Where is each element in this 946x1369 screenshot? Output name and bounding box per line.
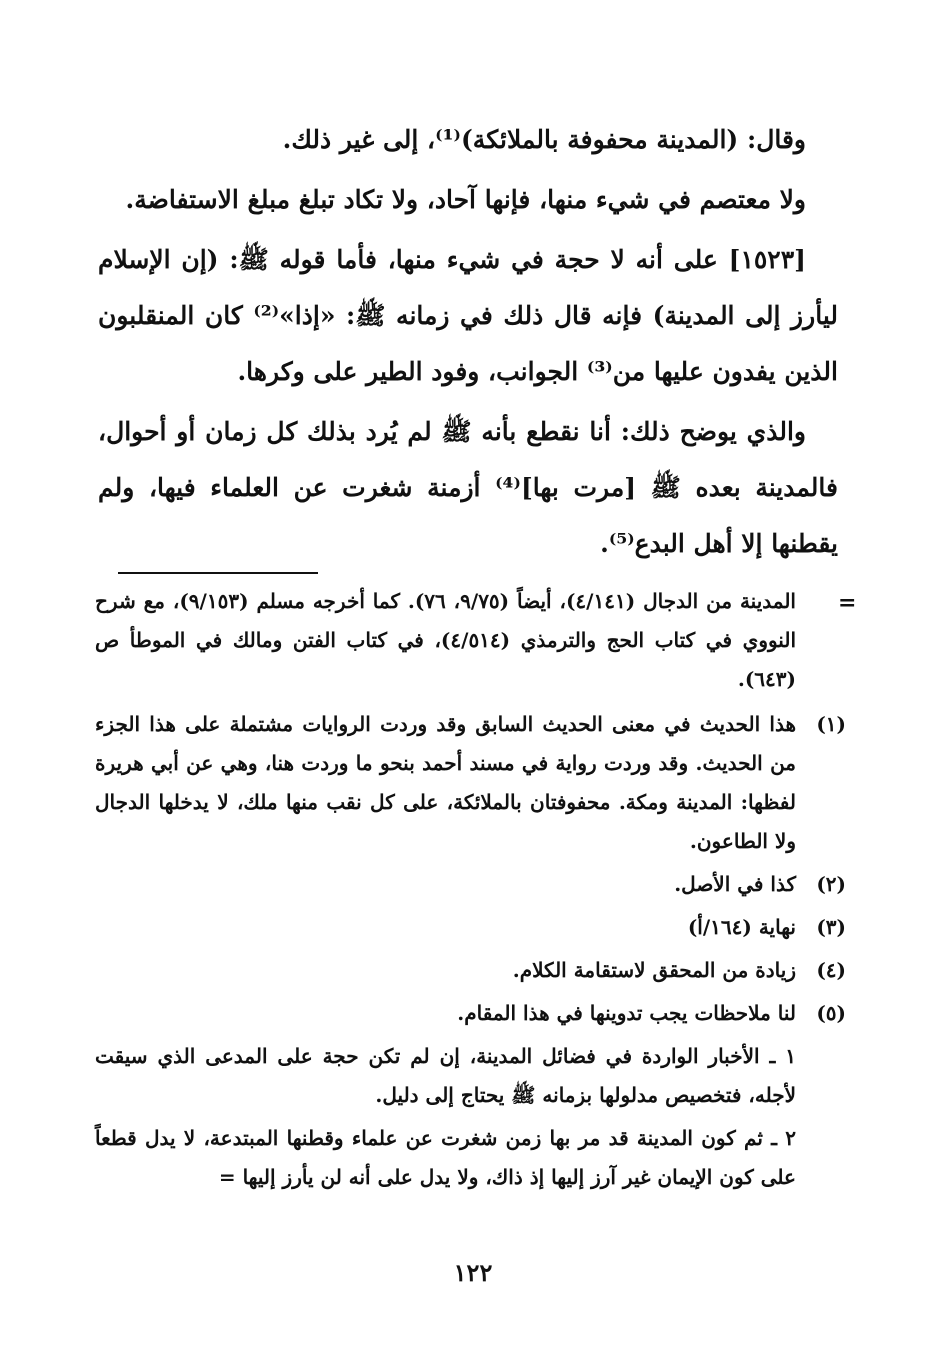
footnote-5-point-1: ١ ـ الأخبار الواردة في فضائل المدينة، إن لم تكن حجة على المدعى الذي سيقت لأجله، فتخصيص مدلولها بزمانه ﷺ يحتاج إلى دليل. bbox=[95, 1044, 796, 1107]
footnote-5 bbox=[95, 994, 846, 1033]
footnote-4 bbox=[95, 951, 846, 990]
page-number: ١٢٢ bbox=[453, 1258, 493, 1287]
footnote-5-point-2-text: ٢ ـ ثم كون المدينة قد مر بها زمن شغرت عن علماء وقطنها المبتدعة، لا يدل قطعاً على كون الإيمان غير آرز إليها إذ ذاك، ولا يدل على أنه لن يأرز إليها bbox=[95, 1126, 796, 1189]
footnote-text: هذا الحديث في معنى الحديث السابق وقد وردت الروايات مشتملة على هذا الجزء من الحديث. وقد وردت رواية في مسند أحمد بنحو ما وردت هنا، وهي عن أبي هريرة لفظها: المدينة ومكة. محفوفتان بالملائكة، على كل نقب منها ملك، لا يدخلها الدجال ولا الطاعون. bbox=[95, 712, 797, 853]
footnote-2 bbox=[95, 865, 846, 904]
footnote-number: (٥) bbox=[816, 1001, 846, 1025]
main-paragraph-2: ولا معتصم في شيء منها، فإنها آحاد، ولا تكاد تبلغ مبلغ الاستفاضة. bbox=[125, 185, 806, 214]
footnote-1 bbox=[95, 705, 846, 861]
footnote-number: (٤) bbox=[816, 958, 846, 982]
footnote-number: (٣) bbox=[816, 915, 846, 939]
main-paragraph-3: [١٥٢٣] على أنه لا حجة في شيء منها، فأما قوله ﷺ: (إن الإسلام ليأرز إلى المدينة) فإنه قال ذلك في زمانه ﷺ: «إذا»⁽²⁾ كان المنقلبون الذين يفدون عليها من⁽³⁾ الجوانب، وفود الطير على وكرها. bbox=[98, 245, 838, 386]
footnote-text: كذا في الأصل. bbox=[674, 872, 796, 896]
footnote-text: لنا ملاحظات يجب تدوينها في هذا المقام. bbox=[457, 1001, 796, 1025]
footnote-5-point-2 bbox=[95, 1119, 796, 1197]
footnote-3 bbox=[95, 908, 846, 947]
footnote-continuation: المدينة من الدجال (٤/١٤١)، أيضاً (٩/٧٥، ٧٦). كما أخرجه مسلم (٩/١٥٣)، مع شرح النووي في كتاب الحج والترمذي (٤/٥١٤)، في كتاب الفتن ومالك في الموطأ ص (٦٤٣). bbox=[95, 589, 796, 691]
footnote-text: زيادة من المحقق لاستقامة الكلام. bbox=[512, 958, 796, 982]
main-paragraph-1: وقال: (المدينة محفوفة بالملائكة)⁽¹⁾، إلى غير ذلك. bbox=[282, 125, 806, 154]
continuation-mark: = bbox=[218, 1165, 236, 1189]
footnotes bbox=[95, 582, 846, 1201]
continuation-mark: = bbox=[838, 590, 857, 616]
footnote-number: (٢) bbox=[816, 872, 846, 896]
main-paragraph-4: والذي يوضح ذلك: أنا نقطع بأنه ﷺ لم يُرد بذلك كل زمان أو أحوال، فالمدينة بعده ﷺ [مرت بها]⁽⁴⁾ أزمنة شغرت عن العلماء فيها، ولم يقطنها إلا أهل البدع⁽⁵⁾. bbox=[98, 417, 838, 558]
footnote-number: (١) bbox=[816, 712, 846, 736]
footnote-separator bbox=[118, 572, 318, 574]
footnote-text: نهاية (١٦٤/أ) bbox=[687, 915, 796, 939]
main-text bbox=[98, 112, 838, 576]
